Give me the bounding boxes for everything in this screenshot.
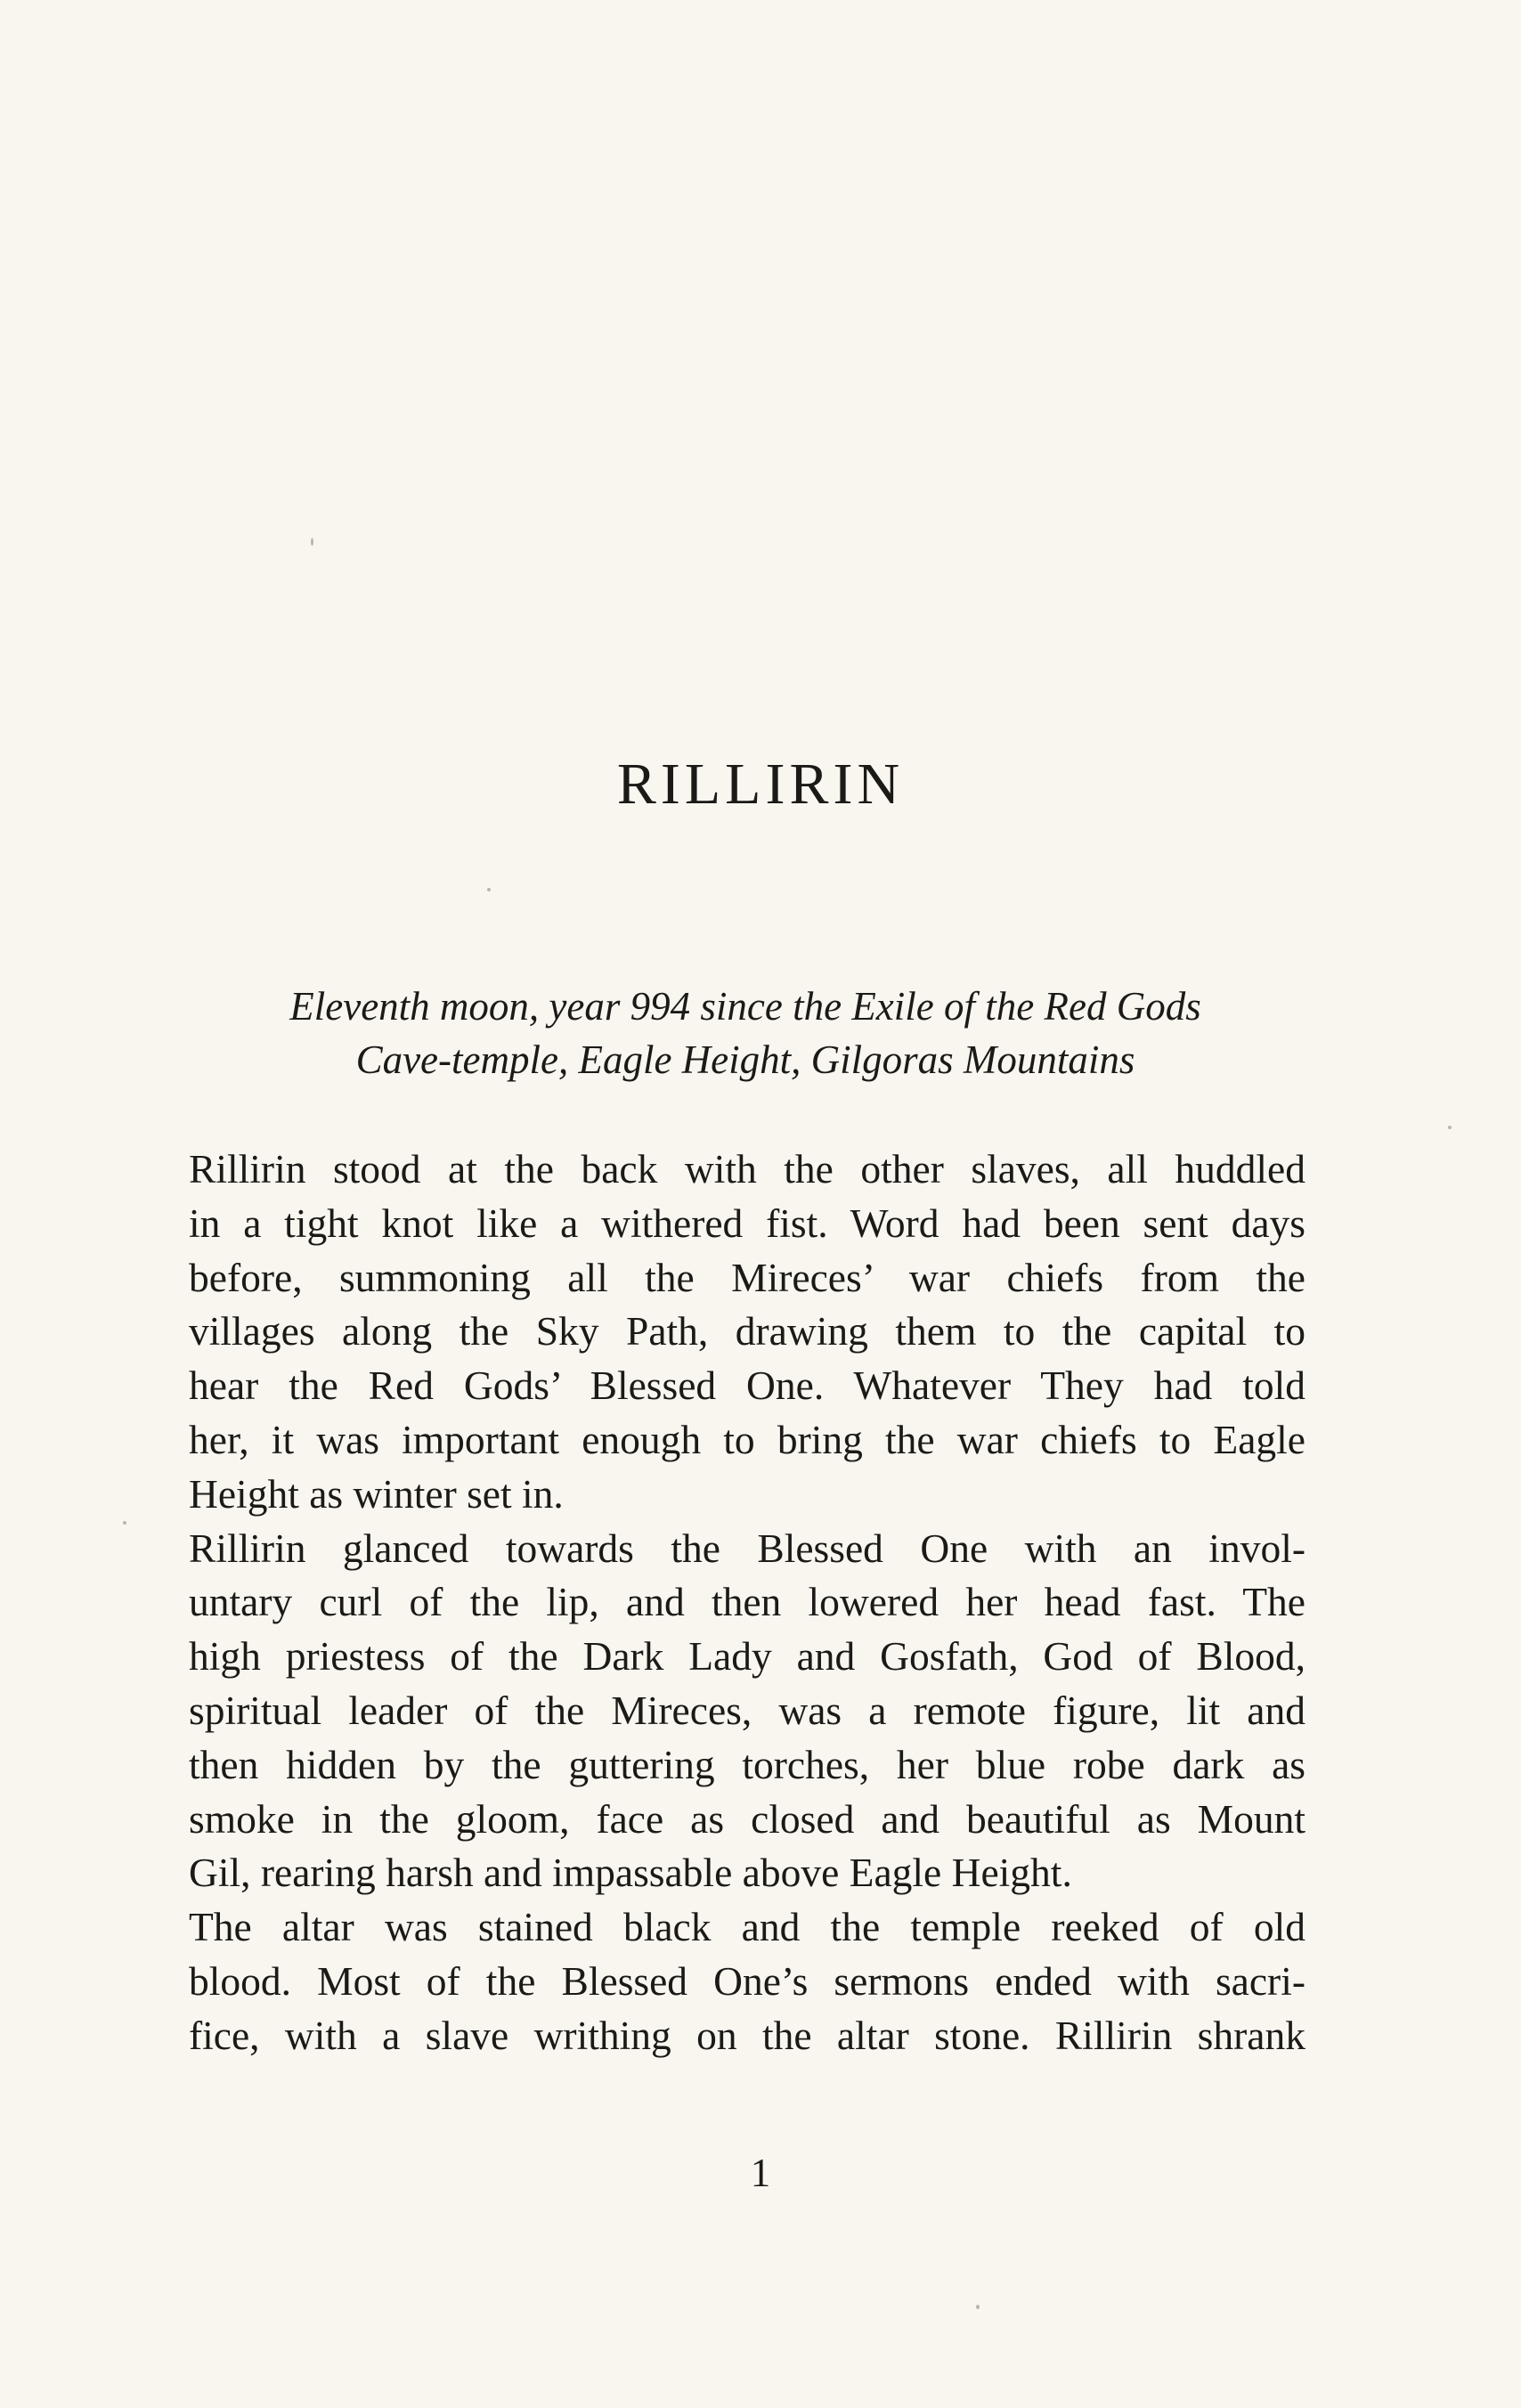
- text-line: her, it was important enough to bring the war chiefs to Eagle: [189, 1416, 1305, 1462]
- paper-speck: [976, 2305, 980, 2309]
- paragraph-2: [189, 1522, 1305, 1901]
- paragraph-3: [189, 1900, 1305, 2062]
- paper-speck: [487, 888, 491, 891]
- chapter-title: RILLIRIN: [616, 752, 905, 817]
- body-text: [189, 1143, 1305, 2063]
- chapter-epigraph: [189, 980, 1302, 1086]
- text-line: villages along the Sky Path, drawing them to the capital to: [189, 1308, 1305, 1354]
- text-line: Gil, rearing harsh and impassable above Eagle Height.: [189, 1850, 1072, 1896]
- text-line: Height as winter set in.: [189, 1470, 564, 1517]
- paper-speck: [123, 1521, 126, 1525]
- paper-speck: [311, 538, 313, 546]
- text-line: hear the Red Gods’ Blessed One. Whatever They had told: [189, 1363, 1305, 1409]
- text-line: high priestess of the Dark Lady and Gosfath, God of Blood,: [189, 1633, 1305, 1680]
- text-line: The altar was stained black and the temple reeked of old: [189, 1904, 1305, 1950]
- text-line: spiritual leader of the Mireces, was a remote figure, lit and: [189, 1687, 1305, 1733]
- epigraph-location-line: Cave-temple, Eagle Height, Gilgoras Mountains: [355, 1037, 1135, 1082]
- text-line: fice, with a slave writhing on the altar stone. Rillirin shrank: [189, 2012, 1305, 2058]
- text-line: before, summoning all the Mireces’ war chiefs from the: [189, 1254, 1305, 1300]
- paper-speck: [1448, 1126, 1452, 1129]
- text-line: blood. Most of the Blessed One’s sermons ended with sacri-: [189, 1957, 1305, 2004]
- text-line: Rillirin stood at the back with the other slaves, all huddled: [189, 1146, 1305, 1192]
- page-number: 1: [750, 2151, 771, 2195]
- epigraph-date-line: Eleventh moon, year 994 since the Exile of the Red Gods: [289, 984, 1201, 1029]
- text-line: then hidden by the guttering torches, her blue robe dark as: [189, 1741, 1305, 1787]
- text-line: Rillirin glanced towards the Blessed One with an invol-: [189, 1525, 1305, 1571]
- text-line: in a tight knot like a withered fist. Word had been sent days: [189, 1200, 1305, 1246]
- paragraph-1: [189, 1143, 1305, 1522]
- text-line: smoke in the gloom, face as closed and beautiful as Mount: [189, 1795, 1305, 1842]
- text-line: untary curl of the lip, and then lowered her head fast. The: [189, 1579, 1305, 1625]
